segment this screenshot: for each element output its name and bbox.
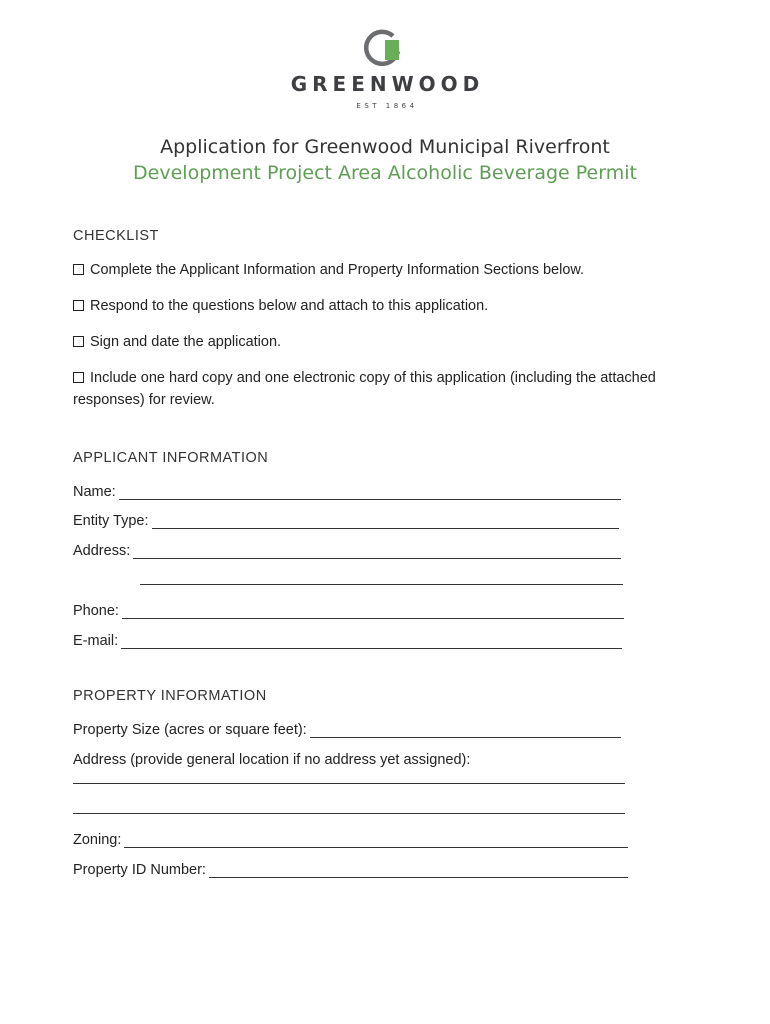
name-field[interactable]: [73, 480, 621, 500]
entity-type-field[interactable]: [73, 509, 619, 529]
property-size-label: Property Size (acres or square feet):: [73, 722, 307, 738]
property-id-label: Property ID Number:: [73, 862, 206, 878]
checklist-item-text: Include one hard copy and one electronic copy of this application (including the attached responses) for review.: [73, 370, 656, 408]
phone-input-line[interactable]: [122, 604, 624, 619]
logo-wordmark: GREENWOOD: [290, 72, 485, 96]
zoning-input-line[interactable]: [124, 833, 628, 848]
checklist-item-text: Respond to the questions below and attach to this application.: [90, 298, 489, 314]
form-title-line-1: Application for Greenwood Municipal Riverfront: [160, 136, 610, 158]
property-id-input-line[interactable]: [209, 863, 628, 878]
greenwood-g-logo-icon: [363, 28, 407, 68]
checklist-item: [73, 295, 713, 317]
applicant-heading: APPLICANT INFORMATION: [73, 450, 269, 466]
checkbox[interactable]: [73, 372, 84, 383]
name-label: Name:: [73, 484, 116, 500]
name-input-line[interactable]: [119, 485, 621, 500]
checklist-item: [73, 367, 713, 411]
phone-label: Phone:: [73, 603, 119, 619]
entity-type-label: Entity Type:: [73, 513, 149, 529]
phone-field[interactable]: [73, 599, 624, 619]
checklist-item: [73, 259, 713, 281]
zoning-label: Zoning:: [73, 832, 122, 848]
property-address-label-row: [73, 748, 633, 768]
address-input-line[interactable]: [133, 544, 621, 559]
checklist-item-text: Sign and date the application.: [90, 334, 282, 350]
email-field[interactable]: [73, 629, 622, 649]
logo-established: EST 1864: [356, 102, 418, 110]
entity-type-input-line[interactable]: [152, 514, 620, 529]
greenwood-logo: [0, 28, 770, 110]
property-address-input-line-2[interactable]: [73, 813, 625, 814]
property-size-input-line[interactable]: [310, 723, 621, 738]
property-address-input-line-1[interactable]: [73, 783, 625, 784]
email-label: E-mail:: [73, 633, 119, 649]
form-title-line-2: Development Project Area Alcoholic Beverage Permit: [133, 162, 637, 184]
zoning-field[interactable]: [73, 828, 628, 848]
checklist-item-text: Complete the Applicant Information and Property Information Sections below.: [90, 262, 585, 278]
address-label: Address:: [73, 543, 131, 559]
address-input-line-2[interactable]: [140, 584, 623, 585]
checkbox[interactable]: [73, 336, 84, 347]
property-size-field[interactable]: [73, 718, 621, 738]
property-id-field[interactable]: [73, 858, 628, 878]
checkbox[interactable]: [73, 264, 84, 275]
property-heading: PROPERTY INFORMATION: [73, 688, 267, 704]
checklist-heading: CHECKLIST: [73, 228, 159, 244]
property-address-label: Address (provide general location if no address yet assigned):: [73, 752, 471, 768]
checkbox[interactable]: [73, 300, 84, 311]
address-field[interactable]: [73, 539, 621, 559]
email-input-line[interactable]: [121, 634, 622, 649]
checklist-item: [73, 331, 713, 353]
